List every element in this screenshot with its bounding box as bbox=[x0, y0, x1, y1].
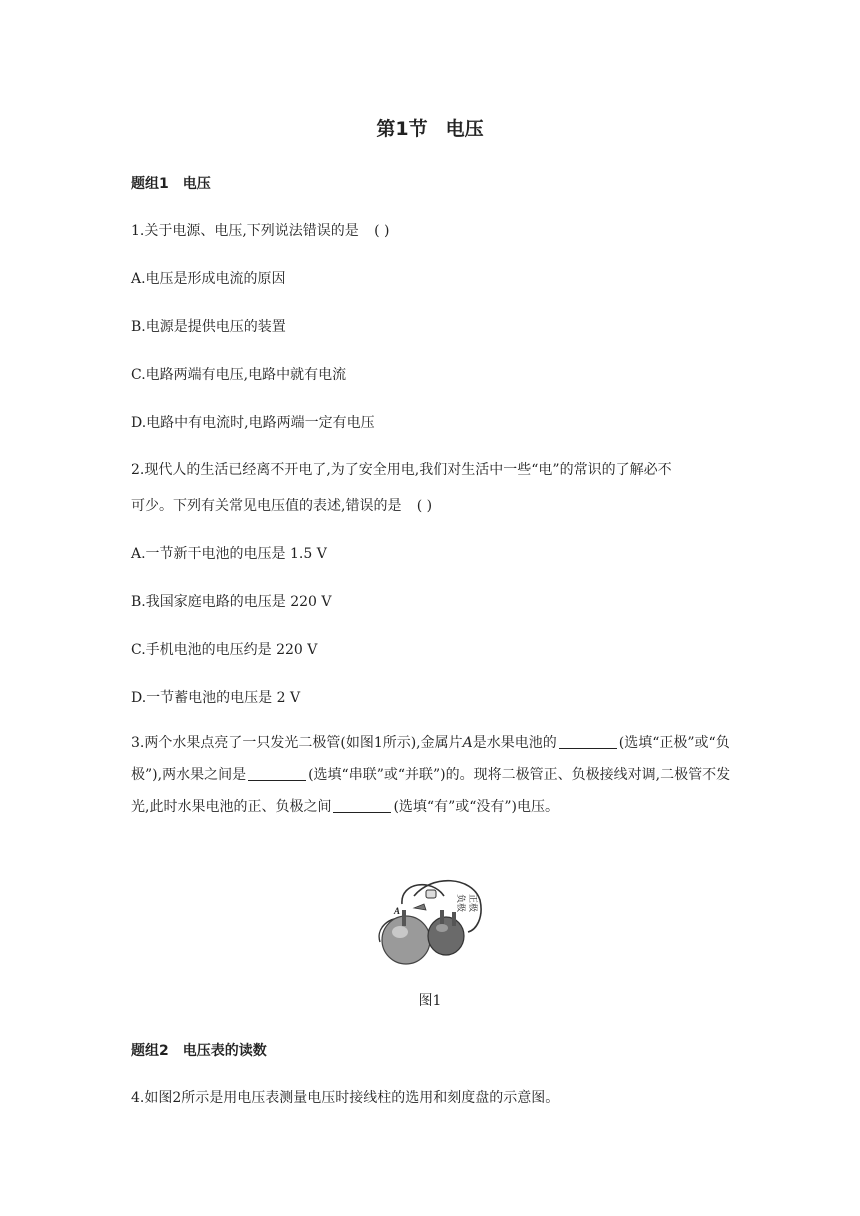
question-1-stem bbox=[131, 220, 405, 240]
q3-text-5: (选填“有”或“没有”)电压。 bbox=[393, 799, 560, 815]
group-1-heading bbox=[131, 173, 211, 193]
q1-option-c: C.电路两端有电压,电路中就有电流 bbox=[131, 367, 347, 383]
answer-paren: ( ) bbox=[374, 223, 390, 239]
fill-blank-1[interactable] bbox=[559, 733, 617, 749]
q3-text-2: 是水果电池的 bbox=[472, 735, 557, 751]
section-name: 电压 bbox=[445, 118, 484, 140]
fruit-battery-figure bbox=[372, 874, 492, 970]
q2-option-d: D.一节蓄电池的电压是 2 V bbox=[131, 690, 301, 706]
section-title bbox=[0, 114, 860, 141]
q1-option-d: D.电路中有电流时,电路两端一定有电压 bbox=[131, 415, 375, 431]
q3-text-4: (选填“串联”或“并联”)的。现将二极管正、负极接线对调,二极管不发光,此时水果电池的正、负极之间 bbox=[131, 767, 731, 815]
q1-option-b: B.电源是提供电压的装置 bbox=[131, 319, 286, 335]
q2-option-a: A.一节新干电池的电压是 1.5 V bbox=[131, 546, 327, 562]
question-4-stem: 4.如图2所示是用电压表测量电压时接线柱的选用和刻度盘的示意图。 bbox=[131, 1090, 560, 1106]
fill-blank-2[interactable] bbox=[248, 765, 306, 781]
question-3 bbox=[131, 727, 731, 823]
figure-label-positive: 正极 bbox=[467, 894, 477, 913]
q1-option-a: A.电压是形成电流的原因 bbox=[131, 271, 286, 287]
group-name: 电压 bbox=[182, 176, 211, 192]
q2-option-b: B.我国家庭电路的电压是 220 V bbox=[131, 594, 332, 610]
fill-blank-3[interactable] bbox=[333, 797, 391, 813]
figure-label-negative: 负极 bbox=[455, 894, 465, 913]
metal-plate-label: A bbox=[462, 735, 473, 751]
question-2-stem-line2 bbox=[131, 495, 447, 515]
group-2-heading bbox=[131, 1040, 267, 1060]
group-label: 题组1 bbox=[131, 176, 169, 192]
figure-1-caption: 图1 bbox=[418, 993, 442, 1009]
section-number: 第1节 bbox=[376, 118, 428, 140]
figure-label-a: A bbox=[394, 906, 401, 916]
stem-text: 可少。下列有关常见电压值的表述,错误的是 bbox=[131, 498, 402, 514]
q3-text-3: (选填“正极”或“负极”),两水果之间是 bbox=[131, 735, 730, 783]
q2-option-c: C.手机电池的电压约是 220 V bbox=[131, 642, 318, 658]
group-label: 题组2 bbox=[131, 1043, 169, 1059]
q3-text-1: 3.两个水果点亮了一只发光二极管(如图1所示),金属片 bbox=[131, 735, 463, 751]
stem-text: 1.关于电源、电压,下列说法错误的是 bbox=[131, 223, 359, 239]
group-name: 电压表的读数 bbox=[182, 1043, 267, 1059]
question-2-stem-line1: 2.现代人的生活已经离不开电了,为了安全用电,我们对生活中一些“电”的常识的了解必不 bbox=[131, 462, 672, 478]
answer-paren: ( ) bbox=[416, 498, 433, 514]
